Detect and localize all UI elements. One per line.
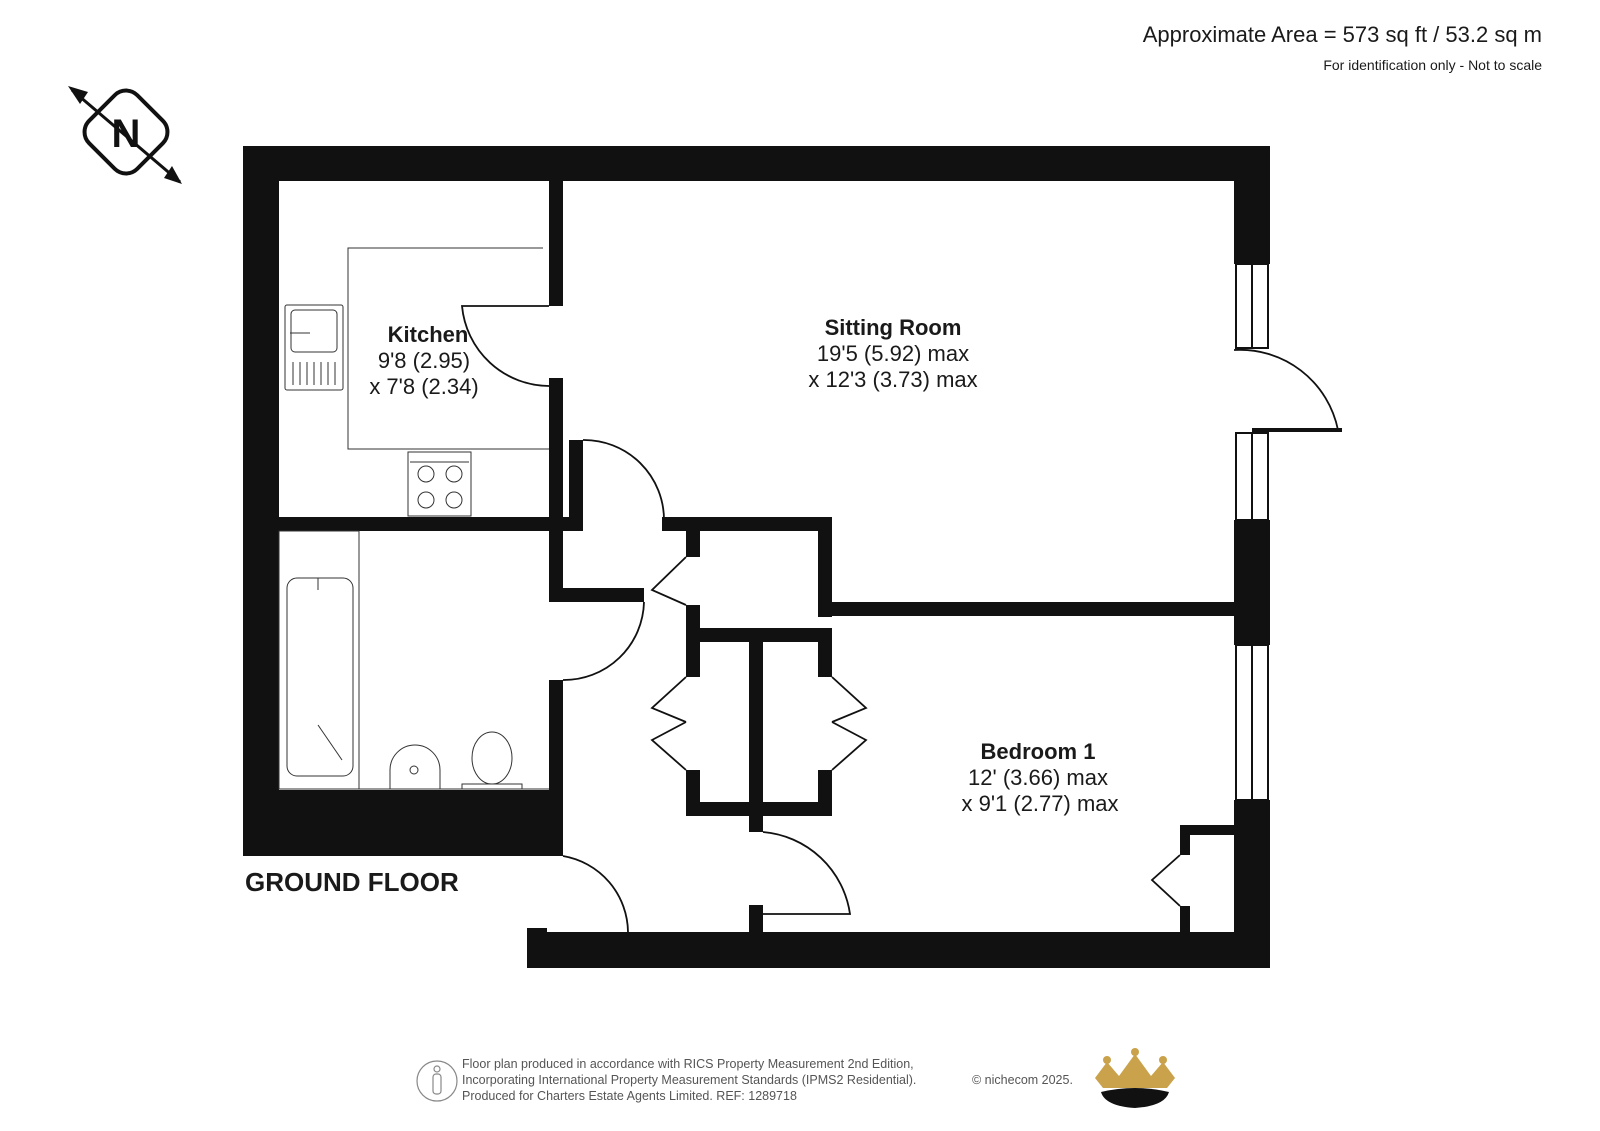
floor-label: GROUND FLOOR (245, 867, 459, 897)
basin-icon (390, 745, 440, 789)
copyright: © nichecom 2025. (972, 1073, 1073, 1087)
bedroom-1-dim2: x 9'1 (2.77) max (961, 791, 1119, 816)
sitting-room-dim1: 19'5 (5.92) max (816, 341, 970, 366)
room-labels (369, 315, 1118, 816)
walls (243, 146, 1270, 968)
bath-icon (279, 531, 359, 789)
footer-line-3: Produced for Charters Estate Agents Limited. REF: 1289718 (462, 1089, 797, 1103)
footer-text (462, 1056, 916, 1104)
scale-note: For identification only - Not to scale (1323, 57, 1542, 73)
footer-line-1: Floor plan produced in accordance with RICS Property Measurement 2nd Edition, (462, 1057, 914, 1071)
doors (462, 306, 1342, 932)
kitchen-dim2: x 7'8 (2.34) (369, 374, 479, 399)
crown-logo-icon (1085, 1048, 1185, 1108)
bedroom-1-name: Bedroom 1 (980, 739, 1096, 764)
toilet-icon (472, 732, 512, 784)
person-icon (415, 1056, 459, 1106)
compass-letter: N (111, 112, 141, 156)
footer-line-2: Incorporating International Property Measurement Standards (IPMS2 Residential). (462, 1073, 917, 1087)
drainer-icon (293, 362, 335, 385)
footer (415, 1056, 1215, 1116)
north-arrow-icon (68, 84, 182, 184)
kitchen-dim1: 9'8 (2.95) (377, 348, 471, 373)
bedroom-1-dim1: 12' (3.66) max (968, 765, 1108, 790)
bathroom-fittings (279, 531, 549, 789)
kitchen-name: Kitchen (387, 322, 469, 347)
approximate-area: Approximate Area = 573 sq ft / 53.2 sq m (1142, 22, 1542, 47)
sitting-room-name: Sitting Room (824, 315, 962, 340)
sitting-room-dim2: x 12'3 (3.73) max (808, 367, 978, 392)
